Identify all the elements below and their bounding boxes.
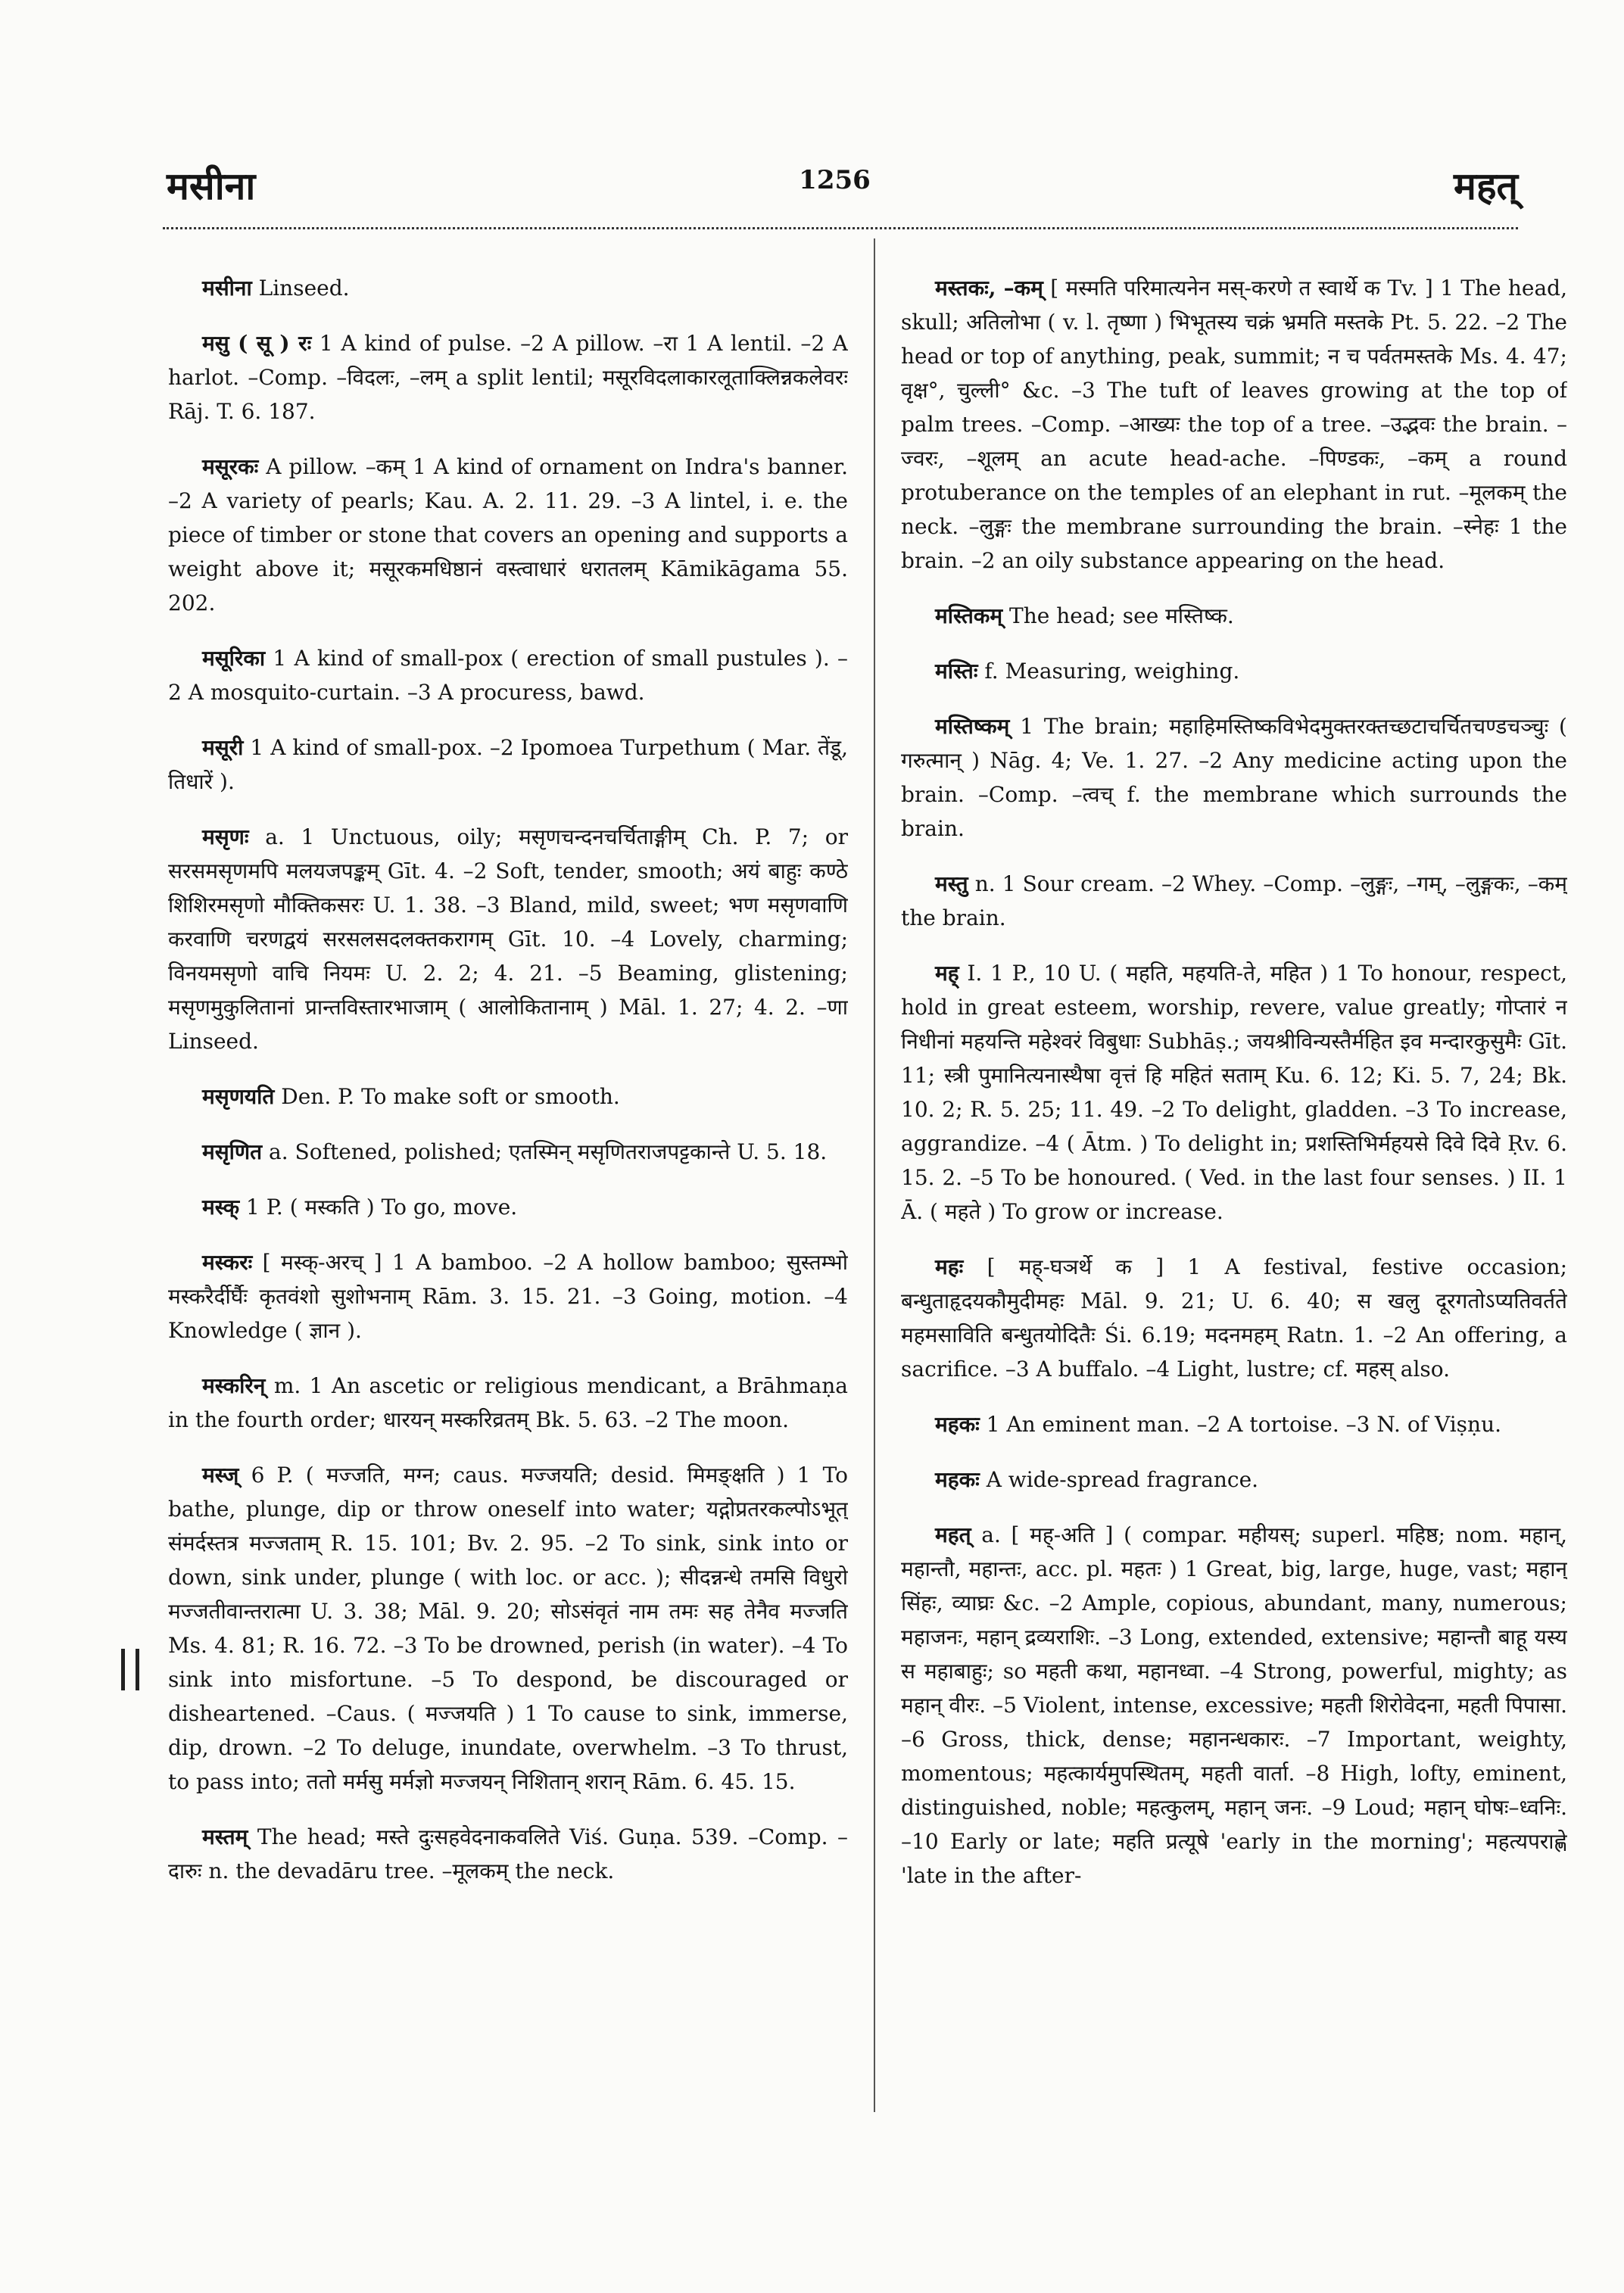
- definition: a. [ मह्-अति ] ( compar. महीयस्; superl. महिष्ठ; nom. महान्, महान्तौ, महान्तः, acc. pl. महतः ) 1 Great, big, large, huge, vast; महान् सिंहः, व्याघ्रः &c. –2 Ample, copious, abundant, many, numerous; महाजनः, महान् द्रव्यराशिः. –3 Long, extended, extensive; महान्तौ बाहू यस्य स महाबाहुः; so महती कथा, महानध्वा. –4 Strong, powerful, mighty; as महान् वीरः. –5 Violent, intense, excessive; महती शिरोवेदना, महती पिपासा. –6 Gross, thick, dense; महानन्धकारः. –7 Important, weighty, momentous; महत्कार्यमुपस्थितम्, महती वार्ता. –8 High, lofty, eminent, distinguished, noble; महत्कुलम्, महान् जनः. –9 Loud; महान् घोषः–ध्वनिः. –10 Early or late; महति प्रत्यूषे 'early in the morning'; महत्यपराह्णे 'late in the after-: [901, 1522, 1567, 1888]
- right-column: [901, 250, 1567, 2233]
- dictionary-entry: [168, 820, 848, 1058]
- headword: मस्तकः, –कम्: [935, 276, 1043, 301]
- definition: I. 1 P., 10 U. ( महति, महयति-ते, महित ) 1 To honour, respect, hold in great esteem, worship, revere, value greatly; गोप्तारं न निधीनां महयन्ति महेश्वरं विबुधाः Subhāṣ.; जयश्रीविन्यस्तैर्महित इव मन्दारकुसुमैः Gīt. 11; स्त्री पुमानित्यनास्थैषा वृत्तं हि महितं सताम् Ku. 6. 12; Ki. 5. 7, 24; Bk. 10. 2; R. 5. 25; 11. 49. –2 To delight, gladden. –3 To increase, aggrandize. –4 ( Ātm. ) To delight in; प्रशस्तिभिर्महयसे दिवे दिवे Ṛv. 6. 15. 2. –5 To be honoured. ( Ved. in the last four senses. ) II. 1 Ā. ( महते ) To grow or increase.: [901, 961, 1567, 1224]
- dictionary-entry: [168, 641, 848, 709]
- definition: a. 1 Unctuous, oily; मसृणचन्दनचर्चिताङ्गीम् Ch. P. 7; or सरसमसृणमपि मलयजपङ्कम् Gīt. 4. –2 Soft, tender, smooth; अयं बाहुः कण्ठे शिशिरमसृणो मौक्तिकसरः U. 1. 38. –3 Bland, mild, sweet; भण मसृणवाणि करवाणि चरणद्वयं सरसलसदलक्तकरागम् Gīt. 10. –4 Lovely, charming; विनयमसृणो वाचि नियमः U. 2. 2; 4. 21. –5 Beaming, glistening; मसृणमुकुलितानां प्रान्तविस्तारभाजाम् ( आलोकितानाम् ) Māl. 1. 27; 4. 2. –णा Linseed.: [168, 824, 848, 1054]
- page-number: 1256: [799, 165, 871, 195]
- definition: The head; see मस्तिष्क.: [1009, 603, 1234, 628]
- definition: 1 A kind of small-pox. –2 Ipomoea Turpethum ( Mar. तेंडू, तिधारें ).: [168, 735, 848, 794]
- headword: मस्तिकम्: [935, 603, 1003, 628]
- headword: मसूरकः: [202, 454, 259, 479]
- dictionary-entry: [168, 1080, 848, 1114]
- page-header: [151, 159, 1518, 212]
- headword: मह्: [935, 961, 959, 986]
- headword: महकः: [935, 1467, 980, 1492]
- headword: मसूरी: [202, 735, 244, 760]
- dictionary-entry: [168, 450, 848, 620]
- dictionary-entry: [168, 1820, 848, 1888]
- header-left-guideword: मसीना: [167, 164, 256, 208]
- headword: मस्करिन्: [202, 1373, 266, 1398]
- headword: महकः: [935, 1412, 980, 1437]
- definition: Den. P. To make soft or smooth.: [281, 1084, 620, 1109]
- definition: The head; मस्ते दुःसहवेदनाकवलिते Viś. Guṇa. 539. –Comp. –दारुः n. the devadāru tree. –मूलकम् the neck.: [168, 1824, 848, 1883]
- dictionary-entry: [168, 731, 848, 799]
- dictionary-entry: [168, 1369, 848, 1437]
- headword: मसीना: [202, 276, 252, 301]
- definition: 1 A kind of pulse. –2 A pillow. –रा 1 A lentil. –2 A harlot. –Comp. –विदलः, –लम् a split lentil; मसूरविदलाकारलूताक्लिन्नकलेवरः Rāj. T. 6. 187.: [168, 331, 848, 424]
- definition: a. Softened, polished; एतस्मिन् मसृणितराजपट्टकान्ते U. 5. 18.: [269, 1139, 828, 1164]
- dictionary-entry: [901, 654, 1567, 688]
- definition: f. Measuring, weighing.: [984, 659, 1240, 684]
- headword: मसृणः: [202, 824, 249, 849]
- headword: मस्तिष्कम्: [935, 714, 1010, 739]
- headword: मस्ज्: [202, 1463, 239, 1488]
- dictionary-entry: [168, 1458, 848, 1799]
- dictionary-entry: [901, 1463, 1567, 1497]
- headword: महत्: [935, 1522, 971, 1547]
- definition: n. 1 Sour cream. –2 Whey. –Comp. –लुङ्गः, –गम्, –लुङ्गकः, –कम् the brain.: [901, 871, 1567, 930]
- dictionary-entry: [901, 867, 1567, 935]
- definition: 6 P. ( मज्जति, मग्न; caus. मज्जयति; desid. मिमङ्क्षति ) 1 To bathe, plunge, dip or throw oneself into water; यद्गोप्रतरकल्पोऽभूत् संमर्दस्तत्र मज्जताम् R. 15. 101; Bv. 2. 95. –2 To sink, sink into or down, sink under, plunge ( with loc. or acc. ); सीदन्नन्धे तमसि विधुरो मज्जतीवान्तरात्मा U. 3. 38; Māl. 9. 20; सोऽसंवृतं नाम तमः सह तेनैव मज्जति Ms. 4. 81; R. 16. 72. –3 To be drowned, perish (in water). –4 To sink into misfortune. –5 To despond, be discouraged or disheartened. –Caus. ( मज्जयति ) 1 To cause to sink, immerse, dip, drown. –2 To deluge, inundate, overwhelm. –3 To thrust, to pass into; ततो मर्मसु मर्मज्ञो मज्जयन् निशितान् शरान् Rām. 6. 45. 15.: [168, 1463, 848, 1794]
- headword: मसृणयति: [202, 1084, 275, 1109]
- dictionary-entry: [168, 271, 848, 305]
- headword: मस्करः: [202, 1250, 253, 1275]
- column-divider: [874, 238, 875, 2112]
- margin-binding-mark: [121, 1649, 139, 1690]
- definition: 1 An eminent man. –2 A tortoise. –3 N. of Viṣṇu.: [986, 1412, 1501, 1437]
- definition: A wide-spread fragrance.: [986, 1467, 1259, 1492]
- definition: m. 1 An ascetic or religious mendicant, a Brāhmaṇa in the fourth order; धारयन् मस्करिव्रतम् Bk. 5. 63. –2 The moon.: [168, 1373, 848, 1432]
- headword: महः: [935, 1254, 964, 1279]
- dictionary-entry: [168, 326, 848, 428]
- left-column: [168, 250, 848, 2233]
- dictionary-entry: [168, 1190, 848, 1224]
- definition: Linseed.: [258, 276, 350, 301]
- headword: मसूरिका: [202, 646, 266, 671]
- headword: मसृणित: [202, 1139, 263, 1164]
- definition: 1 P. ( मस्कति ) To go, move.: [246, 1195, 518, 1220]
- headword: मस्तम्: [202, 1824, 248, 1849]
- header-right-guideword: महत्: [1454, 164, 1518, 208]
- headword: मसु ( सू ) रः: [202, 331, 312, 356]
- definition: 1 A kind of small-pox ( erection of small pustules ). –2 A mosquito-curtain. –3 A procuress, bawd.: [168, 646, 848, 705]
- definition: [ मस्क्-अरच् ] 1 A bamboo. –2 A hollow bamboo; सुस्तम्भो मस्करैर्दीर्घैः कृतवंशो सुशोभनाम् Rām. 3. 15. 21. –3 Going, motion. –4 Knowledge ( ज्ञान ).: [168, 1250, 848, 1343]
- dictionary-entry: [901, 956, 1567, 1229]
- dictionary-entry: [901, 1407, 1567, 1441]
- definition: A pillow. –कम् 1 A kind of ornament on Indra's banner. –2 A variety of pearls; Kau. A. 2. 11. 29. –3 A lintel, i. e. the piece of timber or stone that covers an opening and supports a weight above it; मसूरकमधिष्ठानं वस्त्वाधारं धरातलम् Kāmikāgama 55. 202.: [168, 454, 848, 615]
- headword: मस्क्: [202, 1195, 240, 1220]
- definition: [ मह्-घञर्थे क ] 1 A festival, festive occasion; बन्धुताहृदयकौमुदीमहः Māl. 9. 21; U. 6. 40; स खलु दूरगतोऽप्यतिवर्तते महमसाविति बन्धुतयोदितैः Śi. 6.19; मदनमहम् Ratn. 1. –2 An offering, a sacrifice. –3 A buffalo. –4 Light, lustre; cf. महस् also.: [901, 1254, 1567, 1382]
- dictionary-entry: [901, 1518, 1567, 1893]
- headword: मस्तु: [935, 871, 968, 896]
- headword: मस्तिः: [935, 659, 978, 684]
- dictionary-entry: [901, 709, 1567, 846]
- dictionary-entry: [901, 599, 1567, 633]
- dictionary-entry: [901, 271, 1567, 578]
- dictionary-entry: [901, 1250, 1567, 1386]
- header-rule: [163, 227, 1518, 229]
- dictionary-entry: [168, 1245, 848, 1347]
- definition: 1 The brain; महाहिमस्तिष्कविभेदमुक्तरक्तच्छटाचर्चितचण्डचञ्चुः ( गरुत्मान् ) Nāg. 4; Ve. 1. 27. –2 Any medicine acting upon the brain. –Comp. –त्वच् f. the membrane which surrounds the brain.: [901, 714, 1567, 841]
- dictionary-entry: [168, 1135, 848, 1169]
- definition: [ मस्मति परिमात्यनेन मस्-करणे त स्वार्थे क Tv. ] 1 The head, skull; अतिलोभा ( v. l. तृष्णा ) भिभूतस्य चक्रं भ्रमति मस्तके Pt. 5. 22. –2 The head or top of anything, peak, summit; न च पर्वतमस्तके Ms. 4. 47; वृक्ष°, चुल्ली° &c. –3 The tuft of leaves growing at the top of palm trees. –Comp. –आख्यः the top of a tree. –उद्भवः the brain. –ज्वरः, –शूलम् an acute head-ache. –पिण्डकः, –कम् a round protuberance on the temples of an elephant in rut. –मूलकम् the neck. –लुङ्गः the membrane surrounding the brain. –स्नेहः 1 the brain. –2 an oily substance appearing on the head.: [901, 276, 1567, 573]
